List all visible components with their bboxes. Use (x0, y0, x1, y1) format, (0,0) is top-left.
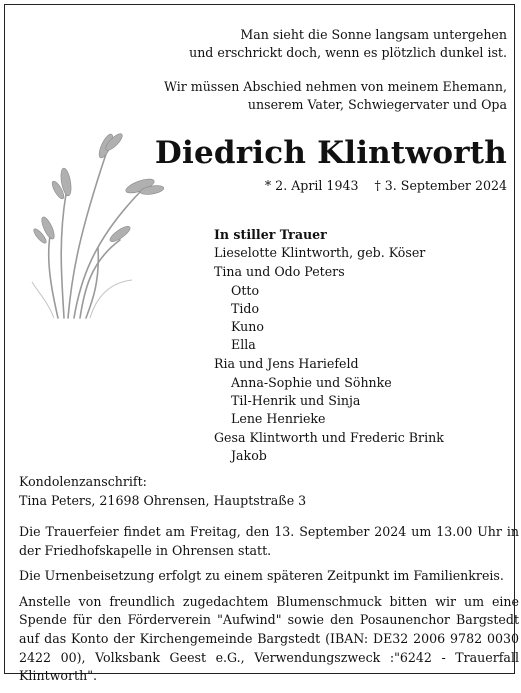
mourners-list (214, 226, 444, 466)
mourner-line: Tina und Odo Peters (214, 264, 345, 280)
condolence-address-line: Tina Peters, 21698 Ohrensen, Hauptstraße 3 (19, 492, 307, 508)
verse (164, 26, 507, 114)
condolence-label: Kondolenzanschrift: (19, 474, 147, 489)
mourner-line: Gesa Klintworth und Frederic Brink (214, 430, 444, 446)
wheat-ears-illustration (28, 132, 168, 320)
mourner-line: Kuno (231, 319, 264, 335)
mourner-line: Ella (231, 337, 256, 353)
mourner-line: Lieselotte Klintworth, geb. Köser (214, 245, 426, 261)
deceased-dates: * 2. April 1943 † 3. September 2024 (264, 178, 507, 193)
mourner-line: Tido (231, 300, 260, 316)
mourner-line: Jakob (231, 448, 267, 464)
mourner-line: Ria und Jens Hariefeld (214, 356, 359, 372)
condolence-address (19, 473, 306, 510)
paragraph-burial: Die Urnenbeisetzung erfolgt zu einem späteren Zeitpunkt im Familienkreis. (19, 568, 504, 584)
mourner-line: Anna-Sophie und Söhnke (231, 374, 392, 390)
verse-line: und erschrickt doch, wenn es plötzlich dunkel ist. (189, 45, 507, 60)
verse-line: unserem Vater, Schwiegervater und Opa (247, 97, 507, 112)
announcement-text (19, 523, 519, 693)
paragraph-service: Die Trauerfeier findet am Freitag, den 13. September 2024 um 13.00 Uhr in der Friedhofskapelle in Ohrensen statt. (19, 524, 519, 558)
mourner-line: Otto (231, 282, 260, 298)
deceased-name: Diedrich Klintworth (154, 135, 507, 171)
paragraph-donation: Anstelle von freundlich zugedachtem Blumenschmuck bitten wir um eine Spende für den Förderverein "Aufwind" sowie den Posaunenchor Bargstedt auf das Konto der Kirchengemeinde Bargstedt (IBAN: DE32 2006 9782 0030 2422 00), Volksbank Geest e.G., Verwendungszweck :"6242 - Trauerfall Klintworth". (19, 593, 519, 684)
mourner-line: Til-Henrik und Sinja (231, 392, 361, 408)
mourners-heading: In stiller Trauer (214, 227, 327, 242)
verse-line: Man sieht die Sonne langsam untergehen (240, 27, 507, 42)
verse-line: Wir müssen Abschied nehmen von meinem Ehemann, (163, 79, 507, 94)
mourner-line: Lene Henrieke (231, 411, 326, 427)
